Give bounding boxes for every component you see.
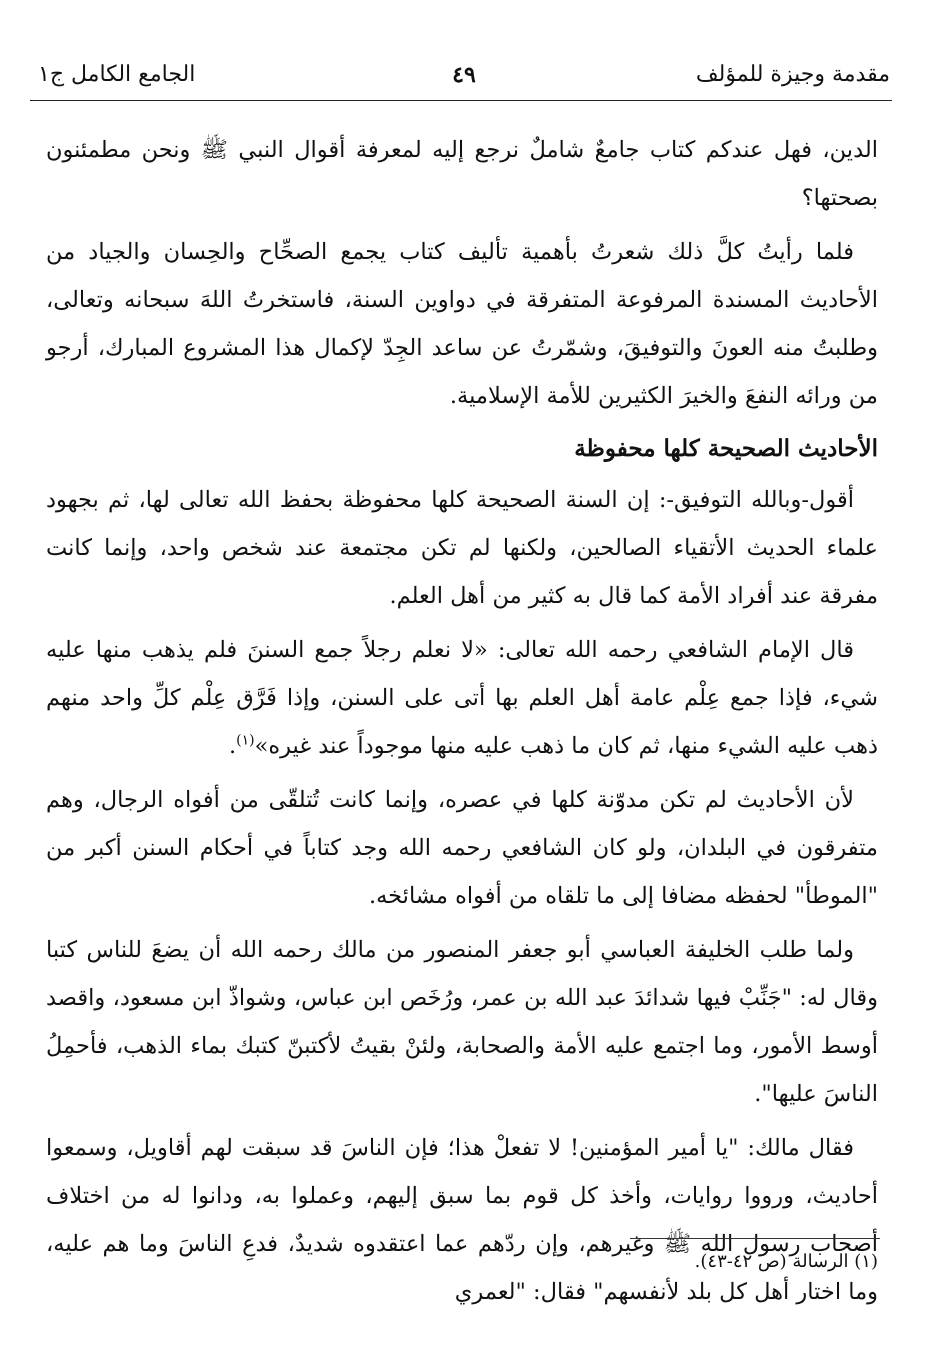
paragraph: فلما رأيتُ كلَّ ذلك شعرتُ بأهمية تأليف كتاب يجمع الصحِّاح والحِسان والجياد من الأحاديث المسندة المرفوعة المتفرقة في دواوين السنة، فاستخرتُ اللهَ سبحانه وتعالى، وطلبتُ منه العونَ والتوفيقَ، وشمّرتُ عن ساعد الجِدّ لإكمال هذا المشروع المبارك، أرجو من ورائه النفعَ والخيرَ الكثيرين للأمة الإسلامية. <box>46 239 878 409</box>
section-heading: الأحاديث الصحيحة كلها محفوظة <box>574 435 878 462</box>
running-title-left: الجامع الكامل ج١ <box>38 62 196 87</box>
paragraph: أقول-وبالله التوفيق-: إن السنة الصحيحة كلها محفوظة بحفظ الله تعالى لها، ثم بجهود علماء الحديث الأتقياء الصالحين، ولكنها لم تكن مجتمعة عند شخص واحد، وإنما كانت مفرقة عند أفراد الأمة كما قال به كثير من أهل العلم. <box>46 487 878 609</box>
page-body <box>46 126 878 1322</box>
page-header <box>38 52 890 96</box>
footnote: (١) الرسالة (ص ٤٢-٤٣). <box>694 1251 878 1272</box>
paragraph: لأن الأحاديث لم تكن مدوّنة كلها في عصره، وإنما كانت تُتلقّى من أفواه الرجال، وهم متفرقون في البلدان، ولو كان الشافعي رحمه الله وجد كتاباً في أحكام السنن أكبر من "الموطأ" لحفظه مضافا إلى ما تلقاه من أفواه مشائخه. <box>46 787 878 909</box>
paragraph: الدين، فهل عندكم كتاب جامعٌ شاملٌ نرجع إليه لمعرفة أقوال النبي ﷺ ونحن مطمئنون بصحتها؟ <box>46 137 878 211</box>
page-number: ٤٩ <box>452 62 476 88</box>
running-title-right: مقدمة وجيزة للمؤلف <box>695 62 890 87</box>
paragraph-text: قال الإمام الشافعي رحمه الله تعالى: «لا نعلم رجلاً جمع السننَ فلم يذهب منها عليه شيء، فإذا جمع عِلْم عامة أهل العلم بها أتى على السنن، وإذا فَرَّق عِلْم كلِّ واحد منهم ذهب عليه الشيء منها، ثم كان ما ذهب عليه منها موجوداً عند غيره» <box>46 637 878 759</box>
paragraph: ولما طلب الخليفة العباسي أبو جعفر المنصور من مالك رحمه الله أن يضعَ للناس كتبا وقال له: "جَنِّبْ فيها شدائدَ عبد الله بن عمر، ورُخَص ابن عباس، وشواذّ ابن مسعود، واقصد أوسط الأمور، وما اجتمع عليه الأمة والصحابة، ولئنْ بقيتُ لأكتبنّ كتبك بماء الذهب، فأحمِلُ الناسَ عليها". <box>46 937 878 1107</box>
paragraph-quote: قال الإمام الشافعي رحمه الله تعالى: «لا نعلم رجلاً جمع السننَ فلم يذهب منها عليه شيء، فإذا جمع عِلْم عامة أهل العلم بها أتى على السنن، وإذا فَرَّق عِلْم كلِّ واحد منهم ذهب عليه الشيء منها، ثم كان ما ذهب عليه منها موجوداً عند غيره»$^{(١)}$. <box>46 637 878 759</box>
paragraph: فقال مالك: "يا أمير المؤمنين! لا تفعلْ هذا؛ فإن الناسَ قد سبقت لهم أقاويل، وسمعوا أحاديث، ورووا روايات، وأخذ كل قوم بما سبق إليهم، وعملوا به، ودانوا له من اختلاف أصحاب رسول الله ﷺ وغيرهم، وإن ردّهم عما اعتقدوه شديدٌ، فدعِ الناسَ وما هم عليه، وما اختار أهل كل بلد لأنفسهم" فقال: "لعمري <box>46 1135 878 1305</box>
header-rule <box>30 100 892 101</box>
footnote-rule <box>630 1238 880 1239</box>
footnote-reference[interactable]: (١) <box>236 732 255 749</box>
